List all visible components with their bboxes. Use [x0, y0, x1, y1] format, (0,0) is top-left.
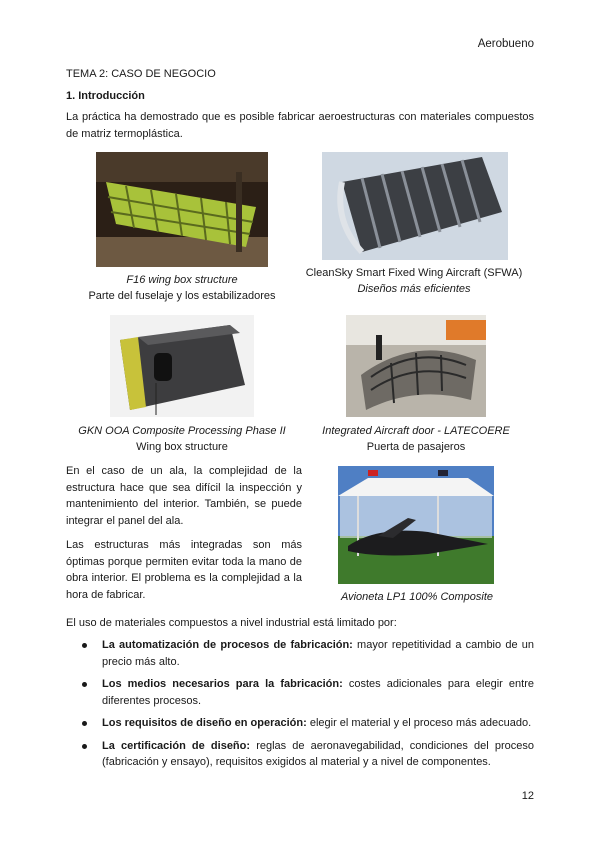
wing-paragraph: En el caso de un ala, la complejidad de la estructura hace que sea difícil la inspección y mantenimiento del interior. También, se puede integrar el panel del ala. — [66, 465, 302, 527]
f16-wing-box-image — [96, 152, 268, 267]
list-item — [76, 676, 534, 709]
intro-paragraph: La práctica ha demostrado que es posible fabricar aeroestructuras con materiales compuestos de matriz termoplástica. — [66, 111, 534, 140]
figure-caption-gkn — [74, 423, 290, 455]
list-item — [76, 715, 534, 732]
bullet-text: reglas de aeronavegabilidad, condiciones del proceso (fabricación y ensayo), requisitos exigidos al material y a nivel de componentes. — [102, 739, 535, 768]
limitations-list — [76, 637, 534, 777]
caption-title: CleanSky Smart Fixed Wing Aircraft (SFWA) — [305, 267, 523, 279]
section-title: TEMA 2: CASO DE NEGOCIO — [66, 68, 216, 80]
header-brand: Aerobueno — [477, 38, 534, 50]
integrated-structures-paragraph: Las estructuras más integradas son más óptimas porque permiten evitar toda la mano de obra interior. El problema es la complejidad a la hora de fabricar. — [66, 539, 302, 601]
caption-title: Avioneta LP1 100% Composite — [340, 591, 494, 603]
figure-caption-sfwa — [300, 265, 528, 297]
bullet-heading: Los medios necesarios para la fabricación: — [102, 678, 343, 690]
lp1-aircraft-image — [338, 466, 494, 584]
caption-title: F16 wing box structure — [126, 274, 238, 286]
bullet-text: costes adicionales para elegir entre diferentes procesos. — [102, 678, 534, 707]
list-item — [76, 738, 534, 771]
bullet-icon — [82, 721, 87, 726]
caption-subtitle: Wing box structure — [136, 441, 228, 453]
subsection-title: 1. Introducción — [66, 90, 145, 102]
aircraft-door-image — [346, 315, 486, 417]
caption-subtitle: Puerta de pasajeros — [366, 441, 466, 453]
page-number: 12 — [521, 790, 534, 802]
limitation-intro: El uso de materiales compuestos a nivel industrial está limitado por: — [66, 617, 397, 629]
figure-caption-lp1 — [320, 589, 514, 605]
gkn-wing-box-image — [110, 315, 254, 417]
list-item — [76, 637, 534, 670]
bullet-text: mayor repetitividad a cambio de un precio más alto. — [102, 639, 534, 668]
bullet-text: elegir el material y el proceso más adecuado. — [306, 717, 532, 729]
bullet-icon — [82, 643, 87, 648]
sfwa-panel-image — [322, 152, 508, 260]
caption-title: GKN OOA Composite Processing Phase II — [78, 425, 286, 437]
caption-subtitle: Diseños más eficientes — [357, 283, 471, 295]
bullet-heading: La automatización de procesos de fabricación: — [102, 639, 353, 651]
caption-title: Integrated Aircraft door - LATECOERE — [322, 425, 510, 437]
bullet-icon — [82, 682, 87, 687]
bullet-icon — [82, 744, 87, 749]
figure-caption-door — [316, 423, 516, 455]
bullet-heading: Los requisitos de diseño en operación: — [102, 717, 307, 729]
figure-caption-f16 — [80, 272, 284, 304]
caption-subtitle: Parte del fuselaje y los estabilizadores — [88, 290, 276, 302]
bullet-heading: La certificación de diseño: — [102, 739, 251, 752]
